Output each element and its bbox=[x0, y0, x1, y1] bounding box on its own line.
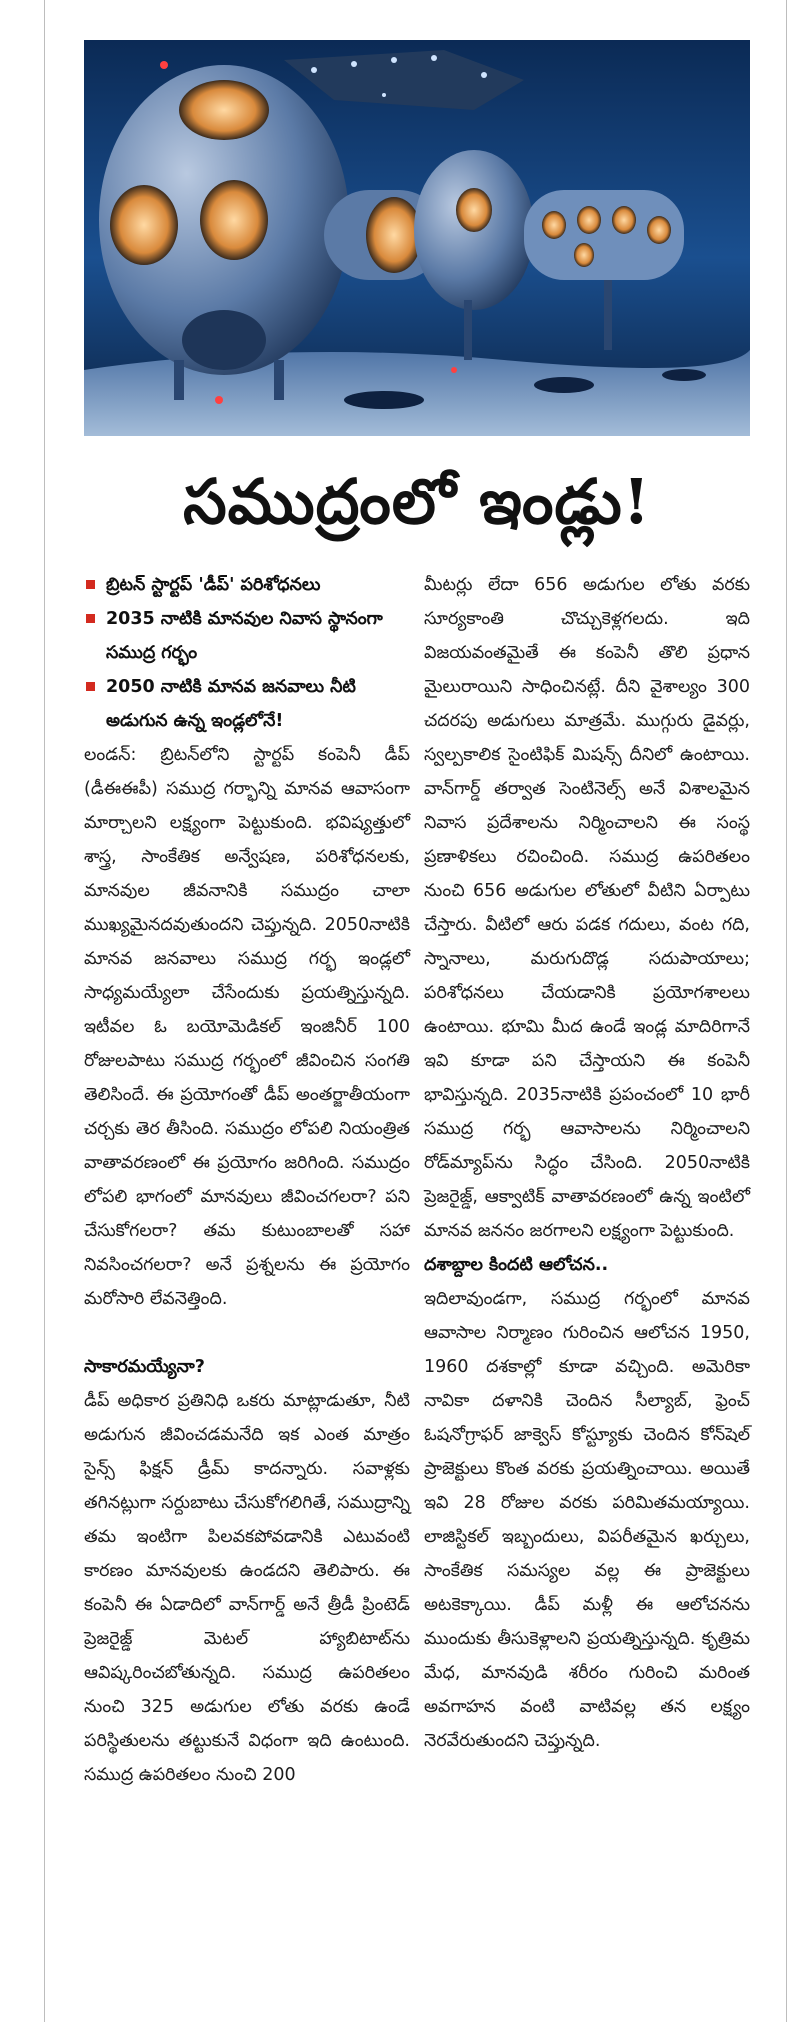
section-subhead: సాకారమయ్యేనా? bbox=[84, 1357, 205, 1377]
article-photo-underwater-habitat bbox=[84, 40, 750, 436]
highlight-item: 2035 నాటికి మానవుల నివాస స్థానంగా సముద్ర గర్భం bbox=[84, 602, 410, 670]
body-paragraph: ఇదిలావుండగా, సముద్ర గర్భంలో మానవ ఆవాసాల నిర్మాణం గురించిన ఆలోచన 1950, 1960 దశకాల్లో కూడా వచ్చింది. అమెరికా నావికా దళానికి చెందిన సీల్యాబ్, ఫ్రెంచ్ ఓషనోగ్రాఫర్ జాక్వెస్ కోస్ట్యూకు చెందిన కోన్‌షెల్ ప్రాజెక్టులు కొంత వరకు ప్రయత్నించాయి. అయితే ఇవి 28 రోజుల వరకు పరిమితమయ్యాయి. లాజిస్టికల్ ఇబ్బందులు, విపరీతమైన ఖర్చులు, సాంకేతిక సమస్యల వల్ల ఈ ప్రాజెక్టులు అటకెక్కాయి. డీప్ మళ్లీ ఈ ఆలోచనను ముందుకు తీసుకెళ్లాలని ప్రయత్నిస్తున్నది. కృత్రిమ మేధ, మానవుడి శరీరం గురించి మరింత అవగాహన వంటి వాటివల్ల తన లక్ష్యం నెరవేరుతుందని చెప్తున్నది. bbox=[424, 1289, 750, 1751]
highlight-item: బ్రిటన్ స్టార్టప్ 'డీప్' పరిశోధనలు bbox=[84, 568, 410, 602]
highlights-list bbox=[84, 568, 410, 738]
headline: సముద్రంలో ఇండ్లు! bbox=[183, 465, 651, 538]
bullet-square-icon bbox=[86, 580, 95, 589]
body-paragraph: డీప్ అధికార ప్రతినిధి ఒకరు మాట్లాడుతూ, నీటి అడుగున జీవించడమనేది ఇక ఎంత మాత్రం సైన్స్ ఫిక్షన్ డ్రీమ్ కాదన్నారు. సవాళ్లకు తగినట్లుగా సర్దుబాటు చేసుకోగలిగితే, సముద్రాన్ని తమ ఇంటిగా పిలవకపోవడానికి ఎటువంటి కారణం మానవులకు ఉండదని తెలిపారు. ఈ కంపెనీ ఈ ఏడాదిలో వాన్‌గార్డ్ అనే త్రీడీ ప్రింటెడ్ ప్రెజరైజ్డ్ మెటల్ హ్యాబిటాట్‌ను ఆవిష్కరించబోతున్నది. సముద్ర ఉపరితలం నుంచి 325 అడుగుల లోతు వరకు ఉండే పరిస్థితులను తట్టుకునే విధంగా ఇది ఉంటుంది. సముద్ర ఉపరితలం నుంచి 200 bbox=[84, 1391, 410, 1785]
body-paragraph: మీటర్లు లేదా 656 అడుగుల లోతు వరకు సూర్యకాంతి చొచ్చుకెళ్లగలదు. ఇది విజయవంతమైతే ఈ కంపెనీ తొలి ప్రధాన మైలురాయిని సాధించినట్లే. దీని వైశాల్యం 300 చదరపు అడుగులు మాత్రమే. ముగ్గురు డైవర్లు, స్వల్పకాలిక సైంటిఫిక్ మిషన్స్ దీనిలో ఉంటాయి. వాన్‌గార్డ్ తర్వాత సెంటినెల్స్ అనే విశాలమైన నివాస ప్రదేశాలను నిర్మించాలని ఈ సంస్థ ప్రణాళికలు రచించింది. సముద్ర ఉపరితలం నుంచి 656 అడుగుల లోతులో వీటిని ఏర్పాటు చేస్తారు. వీటిలో ఆరు పడక గదులు, వంట గది, స్నానాలు, మరుగుదొడ్ల సదుపాయాలు; పరిశోధనలు చేయడానికి ప్రయోగశాలలు ఉంటాయి. భూమి మీద ఉండే ఇండ్ల మాదిరిగానే ఇవి కూడా పని చేస్తాయని ఈ కంపెనీ భావిస్తున్నది. 2035నాటికి ప్రపంచంలో 10 భారీ సముద్ర గర్భ ఆవాసాలను నిర్మించాలని రోడ్‌మ్యాప్‌ను సిద్ధం చేసింది. 2050నాటికి ప్రెజరైజ్డ్, ఆక్వాటిక్ వాతావరణంలో ఉన్న ఇంటిలో మానవ జననం జరగాలని లక్ష్యంగా పెట్టుకుంది. bbox=[424, 575, 750, 1241]
section-subhead: దశాబ్దాల కిందటి ఆలోచన.. bbox=[424, 1255, 609, 1275]
article-columns bbox=[84, 568, 750, 1792]
left-column bbox=[84, 568, 410, 1792]
page-border-right bbox=[786, 0, 787, 2022]
right-column bbox=[424, 568, 750, 1792]
page-border-left bbox=[44, 0, 45, 2022]
bullet-square-icon bbox=[86, 614, 95, 623]
body-paragraph: లండన్: బ్రిటన్‌లోని స్టార్టప్ కంపెనీ డీప్ (డీఈఈపీ) సముద్ర గర్భాన్ని మానవ ఆవాసంగా మార్చాలని లక్ష్యంగా పెట్టుకుంది. భవిష్యత్తులో శాస్త్ర, సాంకేతిక అన్వేషణ, పరిశోధనలకు, మానవుల జీవనానికి సముద్రం చాలా ముఖ్యమైనదవుతుందని చెప్తున్నది. 2050నాటికి మానవ జనవాలు సముద్ర గర్భ ఇండ్లలో సాధ్యమయ్యేలా చేసేందుకు ప్రయత్నిస్తున్నది. ఇటీవల ఓ బయోమెడికల్ ఇంజినీర్ 100 రోజులపాటు సముద్ర గర్భంలో జీవించిన సంగతి తెలిసిందే. ఈ ప్రయోగంతో డీప్ అంతర్జాతీయంగా చర్చకు తెర తీసింది. సముద్రం లోపలి నియంత్రిత వాతావరణంలో ఈ ప్రయోగం జరిగింది. సముద్రం లోపలి భాగంలో మానవులు జీవించగలరా? పని చేసుకోగలరా? తమ కుటుంబాలతో సహా నివసించగలరా? అనే ప్రశ్నలను ఈ ప్రయోగం మరోసారి లేవనెత్తింది. bbox=[84, 745, 410, 1309]
spacer bbox=[84, 1316, 410, 1350]
highlight-item: 2050 నాటికి మానవ జనవాలు నీటి అడుగున ఉన్న ఇండ్లలోనే! bbox=[84, 670, 410, 738]
bullet-square-icon bbox=[86, 682, 95, 691]
newspaper-article bbox=[84, 40, 750, 1792]
